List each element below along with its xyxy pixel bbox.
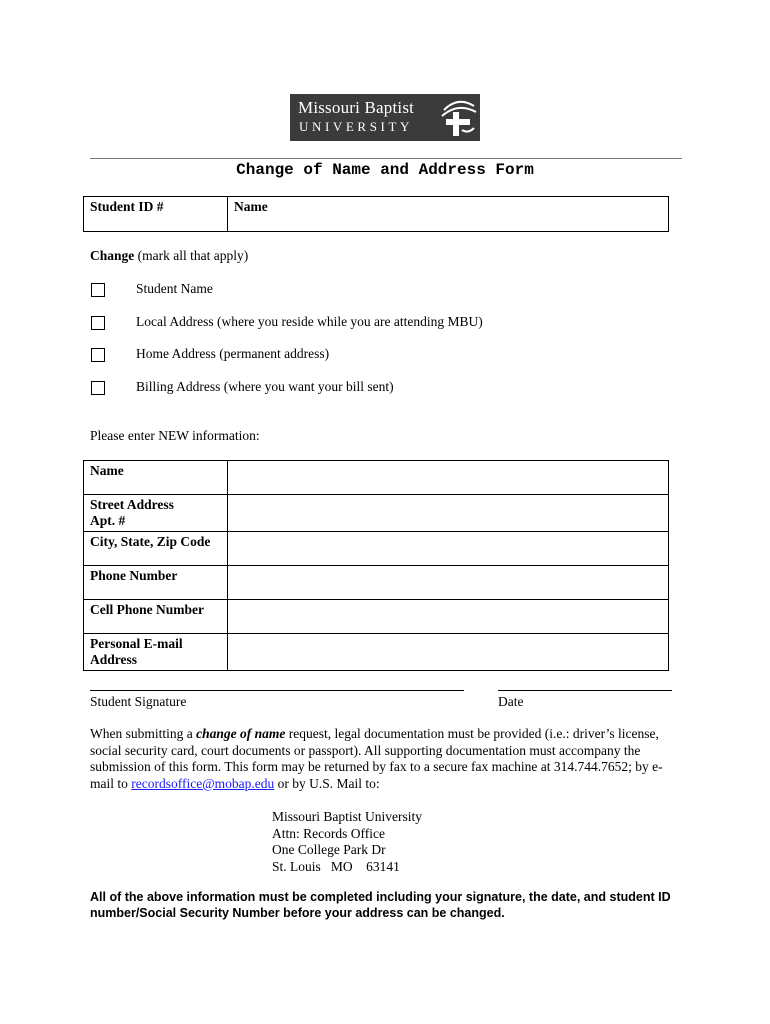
option-billing-address: Billing Address (where you want your bill sent) <box>136 379 394 394</box>
name-label: Name <box>234 199 268 214</box>
row-label-2: Address <box>90 652 138 667</box>
cell-phone-input[interactable] <box>228 600 669 634</box>
option-student-name: Student Name <box>136 281 213 296</box>
notice-emphasis: change of name <box>196 726 286 741</box>
row-label: Name <box>90 463 124 478</box>
header-divider <box>90 158 682 159</box>
street-address-input[interactable] <box>228 495 669 532</box>
personal-email-input[interactable] <box>228 634 669 671</box>
address-line: Attn: Records Office <box>272 825 385 841</box>
checkbox-local-address[interactable] <box>91 316 105 330</box>
student-id-field[interactable] <box>84 197 228 232</box>
notice-text-2: request, legal documentation must be provided (i.e.: driver’s license, social security card, court documents or passport). All supporting documentation must accompany the submission of this form. This form may be returned by fax to a secure fax machine at 314.744.7652; by e-mail to <box>90 726 663 791</box>
option-local-address: Local Address (where you reside while you are attending MBU) <box>136 314 483 329</box>
option-home-address: Home Address (permanent address) <box>136 346 330 361</box>
cross-emblem-icon <box>438 96 478 139</box>
footer-requirement-note: All of the above information must be completed including your signature, the date, and student ID number/Social Security Number before your address can be changed. <box>90 890 671 920</box>
name-field[interactable] <box>228 197 669 232</box>
table-row <box>84 532 669 566</box>
date-line[interactable] <box>498 690 672 691</box>
row-label: Cell Phone Number <box>90 602 204 617</box>
student-id-label: Student ID # <box>90 199 164 214</box>
table-row <box>84 600 669 634</box>
logo-text-line1: Missouri Baptist <box>298 98 415 117</box>
phone-number-input[interactable] <box>228 566 669 600</box>
address-line: Missouri Baptist University <box>272 809 423 824</box>
address-line: St. Louis MO 63141 <box>272 858 400 874</box>
city-state-zip-input[interactable] <box>228 532 669 566</box>
row-label: Street Address <box>90 497 174 512</box>
table-row <box>84 461 669 495</box>
notice-text-1: When submitting a <box>90 726 197 741</box>
mailing-address <box>272 809 422 875</box>
signature-line[interactable] <box>90 690 464 691</box>
change-heading <box>90 248 248 264</box>
checkbox-student-name[interactable] <box>91 283 105 297</box>
student-id-table <box>83 196 669 232</box>
date-label: Date <box>498 694 524 709</box>
table-row <box>84 495 669 532</box>
logo-text-line2: UNIVERSITY <box>299 119 413 134</box>
form-title: Change of Name and Address Form <box>236 161 534 179</box>
records-email-link[interactable]: recordsoffice@mobap.edu <box>131 775 275 791</box>
row-label-2: Apt. # <box>90 513 126 528</box>
row-label: Phone Number <box>90 568 178 583</box>
row-label: Personal E-mail <box>90 636 183 651</box>
new-info-table <box>83 460 669 671</box>
address-line: One College Park Dr <box>272 842 386 857</box>
change-heading-rest: (mark all that apply) <box>134 248 249 263</box>
row-label: City, State, Zip Code <box>90 534 211 549</box>
submission-instructions <box>90 726 682 792</box>
table-row <box>84 566 669 600</box>
university-logo <box>290 94 480 141</box>
student-signature-label: Student Signature <box>90 694 187 709</box>
notice-text-3: or by U.S. Mail to: <box>274 775 380 791</box>
change-heading-bold: Change <box>90 248 135 263</box>
checkbox-home-address[interactable] <box>91 348 105 362</box>
new-info-prompt: Please enter NEW information: <box>90 428 260 443</box>
table-row <box>84 634 669 671</box>
new-name-input[interactable] <box>228 461 669 495</box>
checkbox-billing-address[interactable] <box>91 381 105 395</box>
